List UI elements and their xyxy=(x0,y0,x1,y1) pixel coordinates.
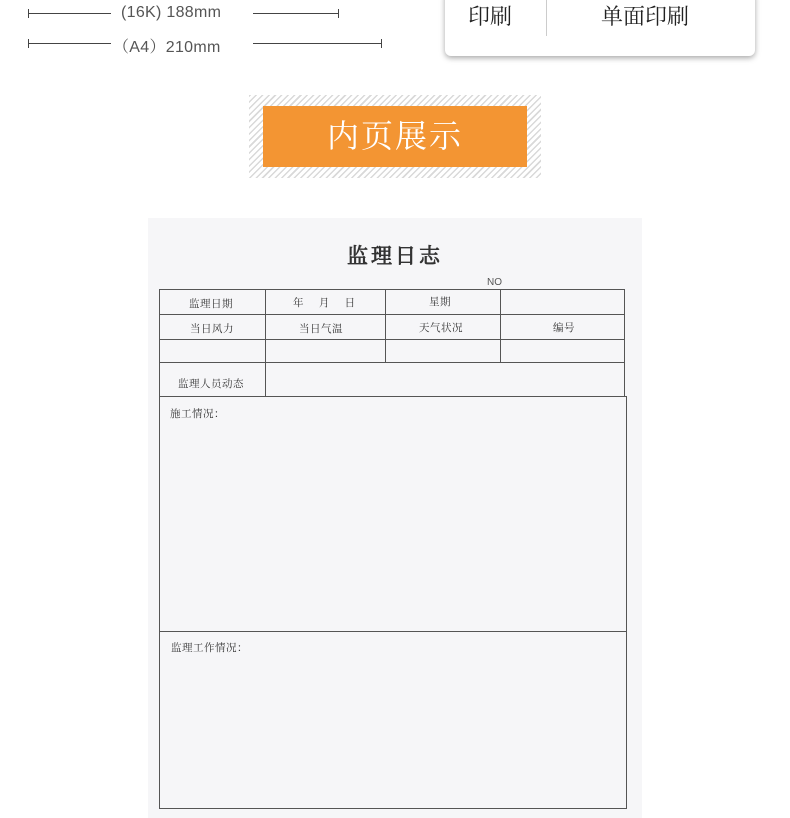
dimension-line xyxy=(28,43,111,44)
cell-supervision-label: 监理工作情况： xyxy=(171,642,248,654)
form-preview-paper xyxy=(148,218,642,818)
dimension-line xyxy=(28,13,111,14)
table-rule xyxy=(159,289,625,290)
dimension-line xyxy=(253,43,382,44)
form-no-label: NO xyxy=(487,277,502,288)
table-rule xyxy=(159,396,626,397)
print-spec-card xyxy=(445,0,755,56)
table-rule xyxy=(385,289,386,363)
cell-date-label: 监理日期 xyxy=(189,298,233,310)
form-title: 监理日志 xyxy=(347,244,443,268)
dimension-16k-label: (16K) 188mm xyxy=(121,4,222,21)
table-rule xyxy=(626,396,627,809)
cell-staff-label: 监理人员动态 xyxy=(178,378,244,390)
cell-date-fields: 年 月 日 xyxy=(293,297,356,309)
dimension-16k xyxy=(28,4,340,24)
dimension-line xyxy=(253,13,339,14)
cell-number-label: 编号 xyxy=(553,322,575,334)
table-rule xyxy=(500,289,501,363)
dimension-a4 xyxy=(28,34,383,54)
table-rule xyxy=(159,339,625,340)
table-rule xyxy=(159,362,625,363)
cell-wind-label: 当日风力 xyxy=(190,323,234,335)
cell-construction-label: 施工情况： xyxy=(170,408,225,420)
table-rule xyxy=(159,631,626,632)
section-title: 内页展示 xyxy=(263,106,527,167)
print-spec-divider xyxy=(546,0,547,36)
print-spec-value: 单面印刷 xyxy=(601,5,690,30)
dimension-a4-label: （A4）210mm xyxy=(113,39,221,56)
table-rule xyxy=(159,314,625,315)
table-rule xyxy=(159,289,160,809)
section-title-frame xyxy=(249,95,541,178)
dimension-tick xyxy=(338,9,339,18)
cell-weekday-label: 星期 xyxy=(429,296,451,308)
table-rule xyxy=(265,289,266,397)
print-spec-key: 印刷 xyxy=(468,5,513,30)
cell-weather-label: 天气状况 xyxy=(419,322,463,334)
cell-temp-label: 当日气温 xyxy=(299,323,343,335)
table-rule xyxy=(159,808,627,809)
dimension-tick xyxy=(381,39,382,48)
table-rule xyxy=(624,289,625,397)
form-table xyxy=(159,289,627,809)
